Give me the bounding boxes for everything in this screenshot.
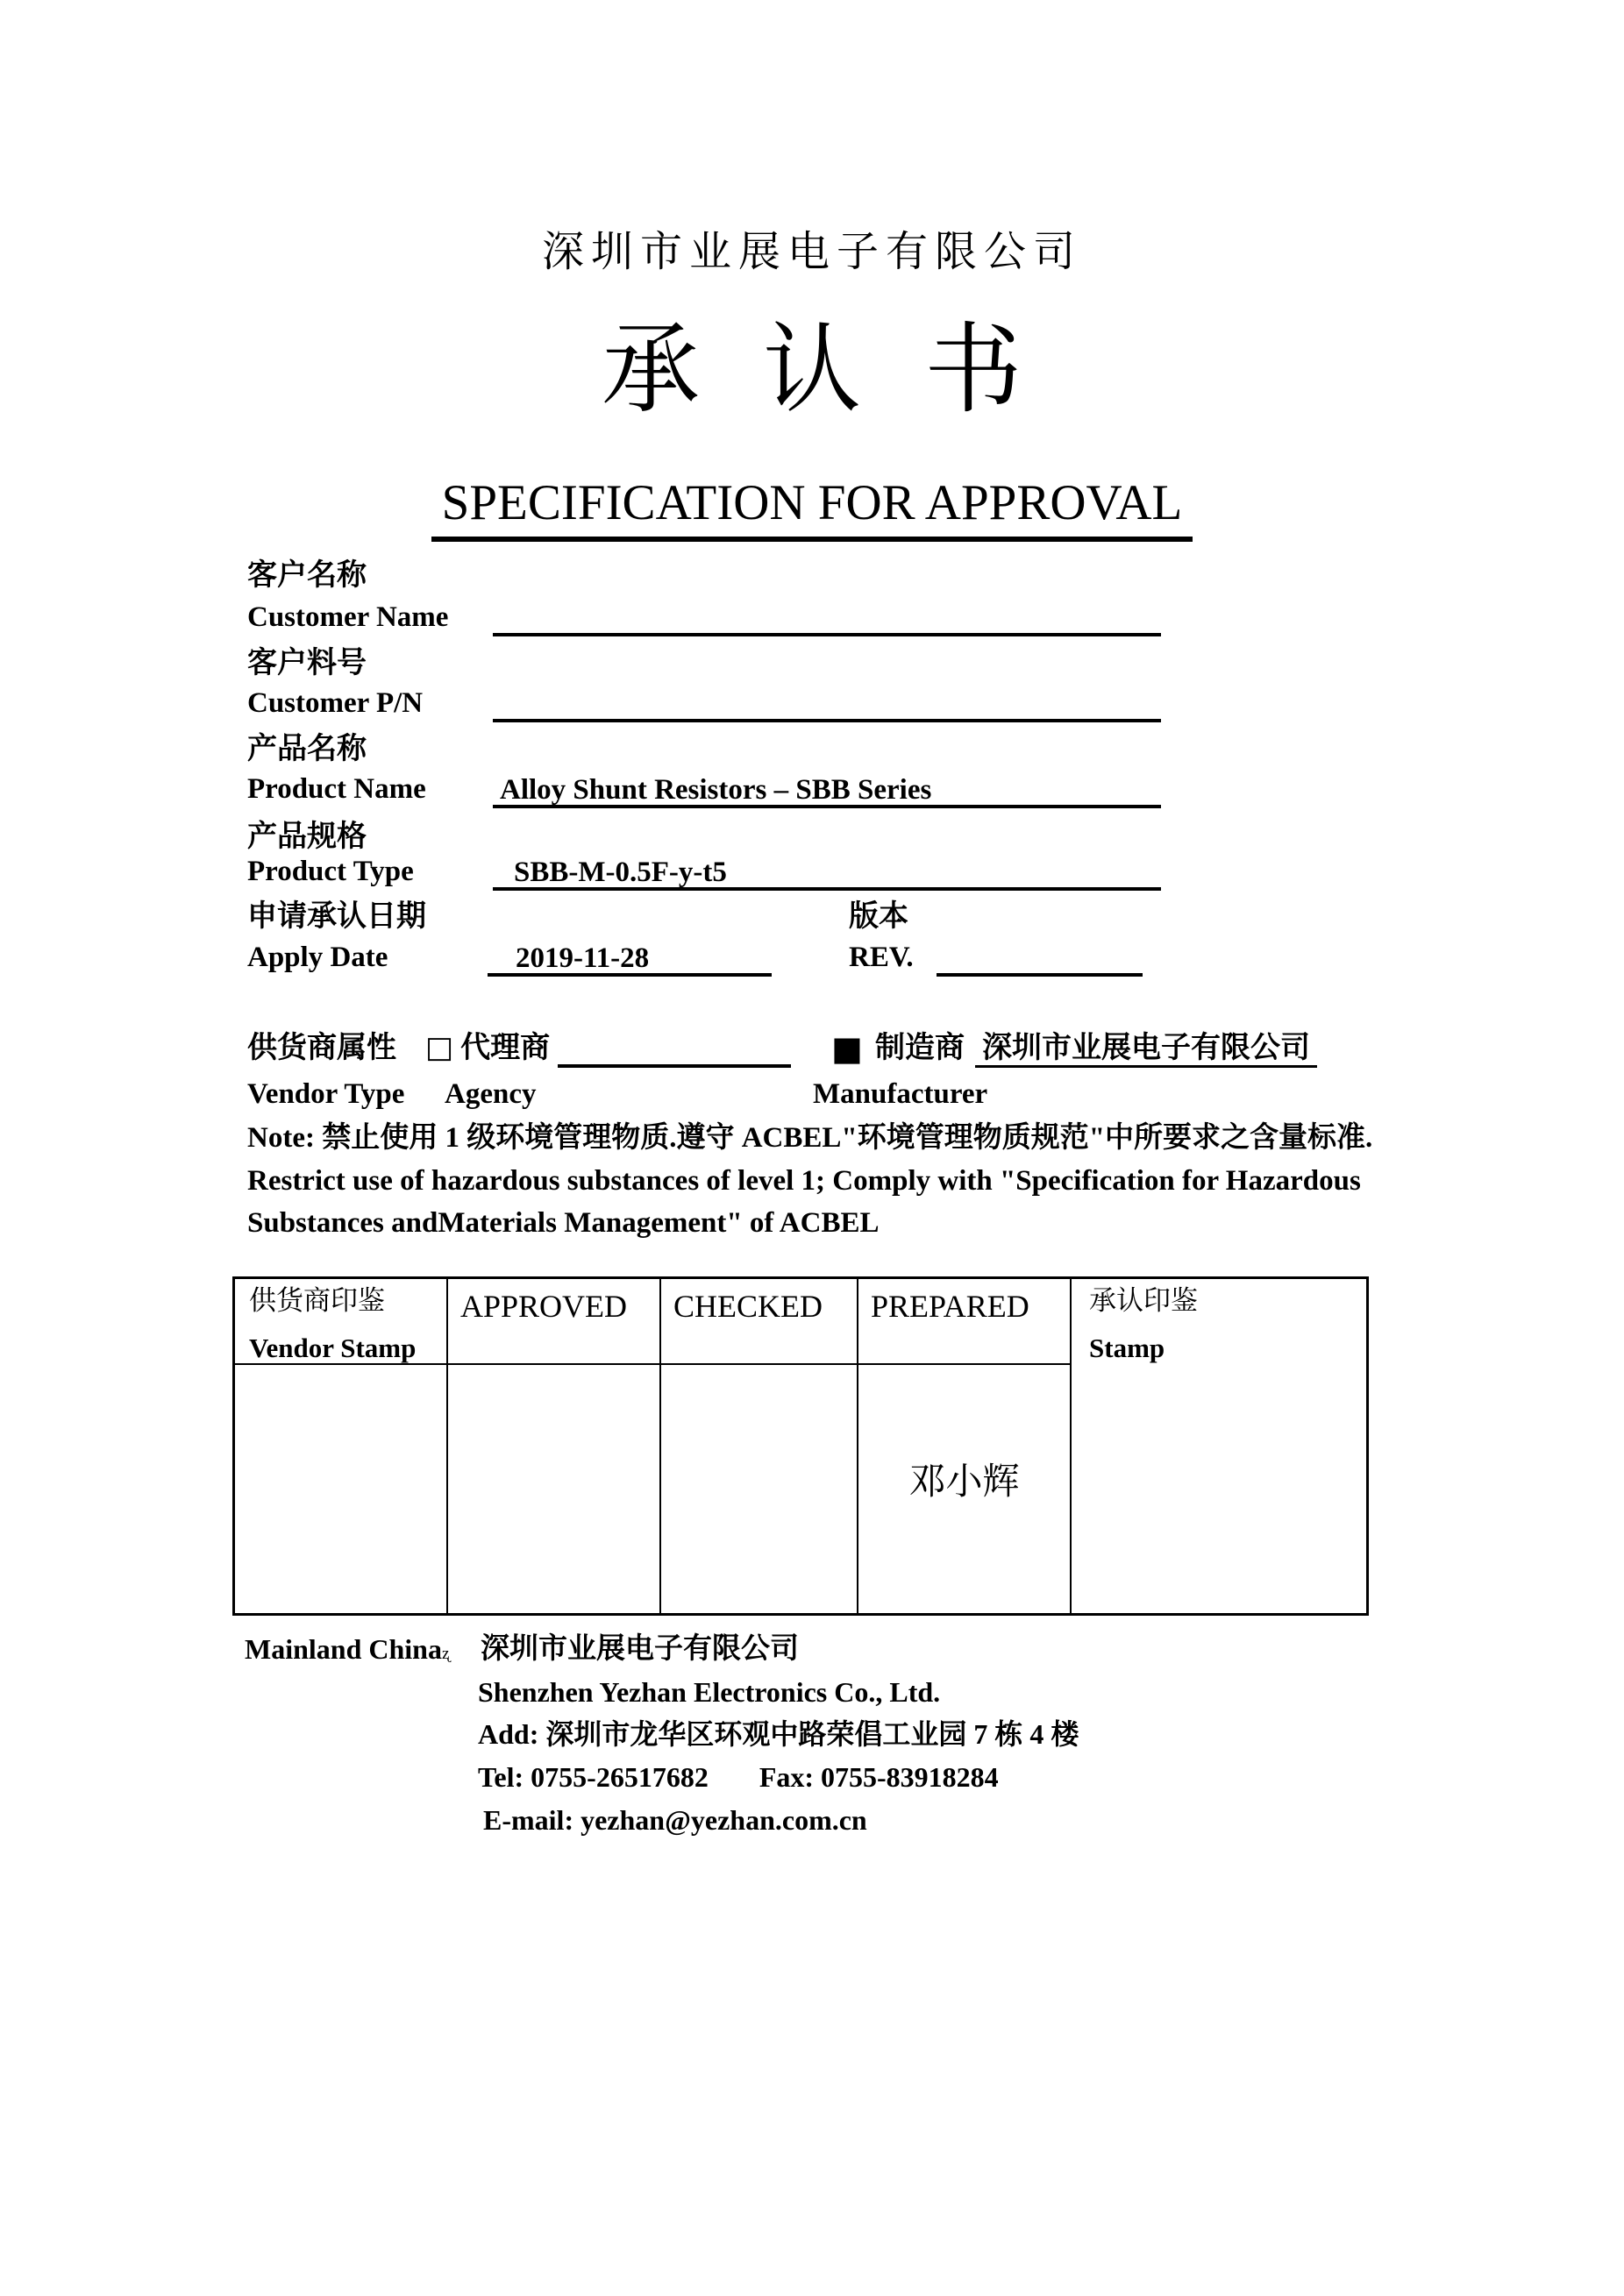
customer-pn-row: [247, 684, 1161, 722]
rev-group: [849, 938, 1143, 977]
rev-label-en: REV.: [849, 942, 914, 973]
checked-body-cell: [661, 1365, 858, 1613]
footer-company-cn: 深圳市业展电子有限公司: [481, 1633, 799, 1665]
customer-pn-blank-line: [493, 684, 1161, 722]
product-type-label-en: Product Type: [247, 856, 414, 887]
prepared-header-cell: PREPARED: [858, 1279, 1072, 1365]
product-type-line: [493, 852, 1161, 891]
rev-label-cn: 版本: [849, 900, 908, 933]
apply-date-label-cn-row: [247, 899, 1387, 935]
apply-date-line: [488, 938, 772, 977]
doc-title-chinese: 承 认 书: [602, 316, 1042, 425]
product-name-line: [493, 770, 1161, 808]
footer-region-row: [245, 1631, 1297, 1672]
vendor-stamp-body-cell: [235, 1365, 448, 1613]
vendor-type-label-en: Vendor Type: [247, 1078, 405, 1110]
agency-option: [425, 1028, 550, 1068]
apply-date-label-en: Apply Date: [247, 942, 388, 973]
customer-pn-label-en: Customer P/N: [247, 687, 424, 719]
approved-body-cell: [448, 1365, 661, 1613]
agency-label-en: Agency: [445, 1078, 537, 1110]
footer-fax: Fax: 0755-83918284: [759, 1761, 999, 1793]
approval-stamp-label-cn: 承认印鉴: [1089, 1285, 1198, 1316]
footer-tel: Tel: 0755-26517682: [478, 1761, 709, 1793]
note-line-2: Restrict use of hazardous substances of level 1; Comply with "Specification for Hazardous: [247, 1165, 1361, 1197]
rev-blank-line: [937, 938, 1143, 977]
manufacturer-checkbox-checked: ■: [831, 1029, 863, 1068]
footer-email: E-mail: yezhan@yezhan.com.cn: [483, 1804, 867, 1836]
manufacturer-value: 深圳市业展电子有限公司: [975, 1029, 1317, 1068]
approval-stamp-table: [232, 1276, 1369, 1616]
approved-header-cell: APPROVED: [448, 1279, 661, 1365]
product-name-label-en: Product Name: [247, 773, 426, 805]
agency-checkbox-unchecked: □: [425, 1030, 454, 1065]
product-name-row: [247, 770, 1161, 808]
approval-stamp-label-en: Stamp: [1089, 1333, 1165, 1363]
apply-date-value: 2019-11-28: [516, 942, 650, 974]
vendor-stamp-label-en: Vendor Stamp: [249, 1333, 417, 1363]
prepared-signature: 邓小辉: [908, 1462, 1020, 1503]
customer-name-label-cn: 客户名称: [247, 559, 367, 592]
customer-name-label-en: Customer Name: [247, 601, 449, 633]
apply-date-label-cn: 申请承认日期: [247, 900, 426, 933]
product-type-label-cn: 产品规格: [247, 821, 367, 853]
vendor-stamp-header-cell: [235, 1279, 448, 1365]
customer-name-row: [247, 598, 1161, 636]
vendor-type-row-en: [247, 1077, 1387, 1112]
vendor-type-label-cn: 供货商属性: [247, 1032, 396, 1064]
checked-header-cell: CHECKED: [661, 1279, 858, 1365]
footer-address: Add: 深圳市龙华区环观中路荣倡工业园 7 栋 4 楼: [478, 1718, 1079, 1750]
footer-company-en: Shenzhen Yezhan Electronics Co., Ltd.: [478, 1676, 941, 1708]
product-name-value: Alloy Shunt Resistors – SBB Series: [500, 774, 932, 806]
prepared-body-cell: [858, 1365, 1072, 1613]
manufacturer-label-en: Manufacturer: [813, 1078, 988, 1110]
company-name-header: 深圳市业展电子有限公司: [541, 229, 1082, 275]
agency-blank-line: [558, 1029, 791, 1068]
vendor-type-row-cn: [247, 1029, 1387, 1068]
footer-region-suffix: ʐ: [441, 1645, 450, 1663]
vendor-stamp-label-cn: 供货商印鉴: [249, 1285, 385, 1316]
manufacturer-label-cn: 制造商: [875, 1032, 965, 1064]
apply-date-row: [247, 938, 1387, 977]
customer-pn-label-cn: 客户料号: [247, 647, 367, 679]
note-line-1: Note: 禁止使用 1 级环境管理物质.遵守 ACBEL"环境管理物质规范"中所要求之含量标准.: [247, 1122, 1373, 1154]
note-line-3: Substances andMaterials Management" of ACBEL: [247, 1207, 880, 1239]
product-type-row: [247, 852, 1161, 891]
product-type-value: SBB-M-0.5F-y-t5: [514, 857, 727, 888]
doc-title-english-wrap: [0, 473, 1624, 542]
doc-title-english: SPECIFICATION FOR APPROVAL: [431, 473, 1193, 542]
approval-stamp-cell: [1072, 1279, 1366, 1613]
footer-region-label: Mainland China: [245, 1633, 442, 1665]
product-name-label-cn: 产品名称: [247, 733, 367, 765]
footer-tel-fax-row: [478, 1759, 999, 1795]
agency-label-cn: 代理商: [460, 1032, 551, 1064]
customer-name-blank-line: [493, 598, 1161, 636]
